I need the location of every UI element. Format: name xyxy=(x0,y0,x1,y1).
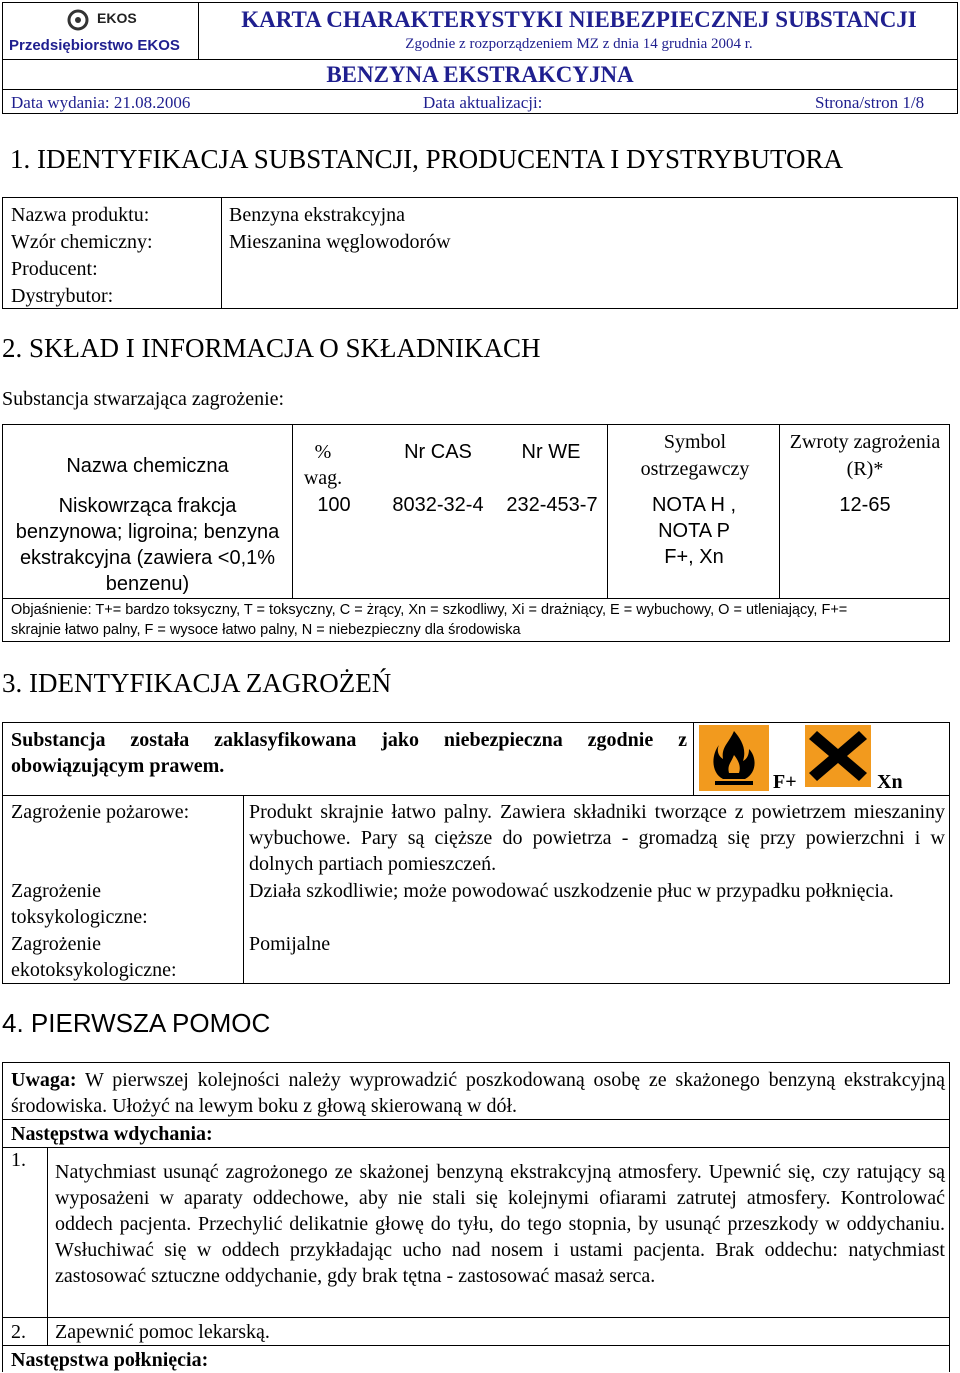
item-1-text: Natychmiast usunąć zagrożonego ze skażonej benzyną ekstrakcyjną atmosfery. Upewnić się, czy ratujący są wyposażeni w aparaty oddechowe, aby nie stali się kolejnymi ofiarami zatrutej atmosfery. Kontrolować oddech pacjenta. Przechylić delikatnie głowę do tyłu, do tego stopnia, by usunąć przeszkody w oddychaniu. Wsłuchiwać się w oddech przykładając ucho nad nosem i ustami pacjenta. Brak oddechu: natychmiast zastosować sztuczne oddychanie, gdy brak tętna - zastosować masaż serca. xyxy=(55,1161,945,1287)
ekos-logo xyxy=(65,7,145,33)
label-f-plus: F+ xyxy=(773,771,797,793)
ecotoxic-hazard-text: Pomijalne xyxy=(249,933,331,955)
row-line xyxy=(3,1119,949,1120)
fire-hazard-label: Zagrożenie pożarowe: xyxy=(11,801,190,823)
product-name-label: Nazwa produktu: xyxy=(11,204,150,226)
fire-hazard-text: Produkt skrajnie łatwo palny. Zawiera składniki tworzące z powietrzem mieszaniny wybuchowe. Pary są cięższe do powietrza - gromadzą się przy powierzchni i w dolnych partiach pomieszczeń. xyxy=(249,801,945,875)
chemical-name-value: Niskowrząca frakcja benzynowa; ligroina; benzyna ekstrakcyjna (zawiera <0,1% benzenu) xyxy=(15,495,280,595)
column-divider xyxy=(779,425,780,598)
symbol-value-3: F+, Xn xyxy=(664,546,724,568)
header-cas: Nr CAS xyxy=(404,441,472,463)
section-2-title: 2. SKŁAD I INFORMACJA O SKŁADNIKACH xyxy=(2,333,541,363)
substance-name: BENZYNA EKSTRAKCYJNA xyxy=(326,62,634,87)
inhalation-title: Następstwa wdychania: xyxy=(11,1123,213,1145)
explanation-note-line-1: Objaśnienie: T+= bardzo toksyczny, T = toksyczny, C = żrący, Xn = szkodliwy, Xi = drażniący, E = wybuchowy, O = utleniający, F+= xyxy=(11,602,848,618)
first-aid-table xyxy=(2,1062,950,1372)
intro-bottom-line xyxy=(3,795,949,796)
ingestion-title: Następstwa połknięcia: xyxy=(11,1349,209,1371)
cas-value: 8032-32-4 xyxy=(392,494,484,516)
symbol-value-1: NOTA H , xyxy=(651,494,737,516)
first-aid-warning xyxy=(11,1067,945,1119)
hazard-subtitle: Substancja stwarzająca zagrożenie: xyxy=(2,388,285,410)
symbol-value-2: NOTA P xyxy=(658,520,730,542)
card-title: KARTA CHARAKTERYSTYKI NIEBEZPIECZNEJ SUBSTANCJI xyxy=(241,7,917,32)
row-line xyxy=(3,1147,949,1148)
header-phrases: Zwroty zagrożenia (R)* xyxy=(789,431,941,480)
header-we: Nr WE xyxy=(521,441,581,463)
we-value: 232-453-7 xyxy=(506,494,598,516)
company-name: Przedsiębiorstwo EKOS xyxy=(9,37,180,54)
warning-text: W pierwszej kolejności należy wyprowadzić poszkodowaną osobę ze skażonego benzyną ekstrakcyjną środowiska. Ułożyć na lewym boku z głową skierowaną w dół. xyxy=(11,1069,946,1117)
phrases-value: 12-65 xyxy=(839,494,891,516)
cross-icon xyxy=(805,725,871,787)
header-line xyxy=(3,89,957,90)
flame-icon xyxy=(699,725,769,791)
item-2-text: Zapewnić pomoc lekarską. xyxy=(55,1321,270,1343)
update-date: Data aktualizacji: xyxy=(423,93,543,112)
logo-text: EKOS xyxy=(97,10,137,26)
row-line xyxy=(3,1317,949,1318)
identification-table xyxy=(2,197,958,309)
item-1-number: 1. xyxy=(11,1149,26,1171)
header-symbol: Symbol ostrzegawczy xyxy=(640,431,750,480)
header-divider xyxy=(198,3,199,59)
section-4-title: 4. PIERWSZA POMOC xyxy=(2,1008,271,1038)
hazard-table xyxy=(2,722,950,984)
table-divider xyxy=(221,198,222,308)
number-column-divider xyxy=(47,1147,48,1345)
row-line xyxy=(3,1345,949,1346)
row-divider xyxy=(3,598,949,599)
label-xn: Xn xyxy=(877,771,903,793)
column-divider xyxy=(292,425,293,598)
section-1-title: 1. IDENTYFIKACJA SUBSTANCJI, PRODUCENTA I DYSTRYBUTORA xyxy=(10,144,844,174)
page-number: Strona/stron 1/8 xyxy=(815,93,925,112)
header-percent: % wag. xyxy=(303,441,343,489)
percent-value: 100 xyxy=(317,494,351,516)
toxic-hazard-text: Działa szkodliwie; może powodować uszkodzenie płuc w przypadku połknięcia. xyxy=(249,880,894,902)
ecotoxic-hazard-label: Zagrożenie ekotoksykologiczne: xyxy=(11,933,177,981)
toxic-hazard-label: Zagrożenie toksykologiczne: xyxy=(11,880,148,928)
issue-date: Data wydania: 21.08.2006 xyxy=(11,93,191,112)
column-divider xyxy=(607,425,608,598)
product-name-value: Benzyna ekstrakcyjna xyxy=(229,204,406,226)
document-header xyxy=(2,2,958,114)
formula-value: Mieszanina węglowodorów xyxy=(229,231,451,253)
item-2-number: 2. xyxy=(11,1321,26,1343)
intro-divider xyxy=(693,723,694,795)
label-divider xyxy=(243,795,244,983)
distributor-label: Dystrybutor: xyxy=(11,285,114,307)
explanation-note-line-2: skrajnie łatwo palny, F = wysoce łatwo palny, N = niebezpieczny dla środowiska xyxy=(11,622,521,638)
formula-label: Wzór chemiczny: xyxy=(11,231,153,253)
warning-label: Uwaga: xyxy=(11,1069,77,1091)
regulation-note: Zgodnie z rozporządzeniem MZ z dnia 14 grudnia 2004 r. xyxy=(405,36,753,52)
section-3-title: 3. IDENTYFIKACJA ZAGROŻEŃ xyxy=(2,668,392,698)
composition-table xyxy=(2,424,950,642)
producer-label: Producent: xyxy=(11,258,98,280)
header-chemical-name: Nazwa chemiczna xyxy=(66,455,229,477)
classification-intro: Substancja została zaklasyfikowana jako niebezpieczna zgodnie z obowiązującym prawem. xyxy=(11,729,687,777)
header-line xyxy=(3,59,957,60)
